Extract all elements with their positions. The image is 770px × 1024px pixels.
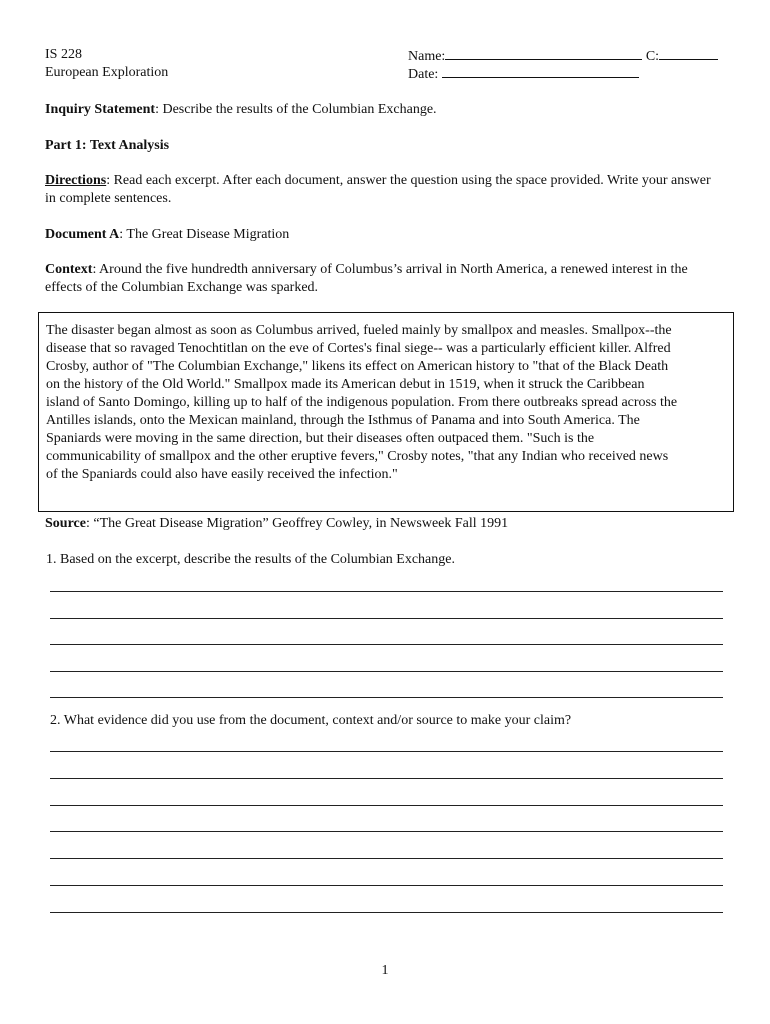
- source: [45, 515, 735, 533]
- unit-title: European Exploration: [45, 65, 169, 80]
- excerpt-line: Spaniards were moving in the same direction, but their diseases often outpaced them. "Such is the: [46, 431, 595, 446]
- name-row: [408, 46, 718, 64]
- answer-line[interactable]: [50, 912, 723, 913]
- class-label: C:: [645, 49, 660, 64]
- excerpt-line: The disaster began almost as soon as Columbus arrived, fueled mainly by smallpox and measles. Smallpox--the: [46, 323, 672, 338]
- question-1: 1. Based on the excerpt, describe the results of the Columbian Exchange.: [46, 552, 455, 567]
- excerpt-line: on the history of the Old World." Smallpox made its American debut in 1519, when it struck the Caribbean: [46, 377, 645, 392]
- excerpt-line: Crosby, author of "The Columbian Exchange," likens its effect on American history to "that of the Black Death: [46, 359, 669, 374]
- document-label: Document A: [45, 227, 120, 242]
- answer-line[interactable]: [50, 644, 723, 645]
- date-blank[interactable]: [442, 64, 639, 78]
- answer-line[interactable]: [50, 778, 723, 779]
- directions-label: Directions: [45, 173, 107, 188]
- excerpt-line: communicability of smallpox and the other eruptive fevers," Crosby notes, "that any Indian who received news: [46, 449, 669, 464]
- answer-line[interactable]: [50, 831, 723, 832]
- class-blank[interactable]: [659, 46, 718, 60]
- answer-line[interactable]: [50, 697, 723, 698]
- context-text: : Around the five hundredth anniversary of Columbus’s arrival in North America, a renewed interest in the effects of the Columbian Exchange was sparked.: [45, 262, 688, 295]
- directions: [45, 172, 725, 208]
- inquiry-label: Inquiry Statement: [45, 102, 156, 117]
- question-2: 2. What evidence did you use from the document, context and/or source to make your claim?: [50, 713, 572, 728]
- part-title: Part 1: Text Analysis: [45, 138, 170, 153]
- answer-line[interactable]: [50, 751, 723, 752]
- name-blank[interactable]: [445, 46, 642, 60]
- name-label: Name:: [408, 49, 446, 64]
- source-text: : “The Great Disease Migration” Geoffrey Cowley, in Newsweek Fall 1991: [85, 516, 509, 531]
- document-title: [45, 226, 735, 244]
- date-row: [408, 64, 718, 82]
- answer-line[interactable]: [50, 591, 723, 592]
- answer-line[interactable]: [50, 858, 723, 859]
- inquiry-text: : Describe the results of the Columbian Exchange.: [155, 102, 437, 117]
- context: [45, 261, 725, 297]
- answer-line[interactable]: [50, 618, 723, 619]
- inquiry-statement: [45, 101, 735, 119]
- page-number: 1: [381, 963, 389, 978]
- header-right: [408, 46, 718, 82]
- course-code: IS 228: [45, 47, 82, 62]
- directions-text: : Read each excerpt. After each document, answer the question using the space provided. Write your answer in complete sentences.: [45, 173, 711, 206]
- context-label: Context: [45, 262, 93, 277]
- answer-line[interactable]: [50, 885, 723, 886]
- date-label: Date:: [408, 67, 442, 82]
- excerpt-box: [38, 312, 734, 512]
- document-name: : The Great Disease Migration: [119, 227, 290, 242]
- answer-line[interactable]: [50, 805, 723, 806]
- header-left: [45, 46, 168, 82]
- excerpt-line: disease that so ravaged Tenochtitlan on the eve of Cortes's final siege-- was a particularly efficient killer. Alfred: [46, 341, 671, 356]
- source-label: Source: [45, 516, 86, 531]
- excerpt-line: of the Spaniards could also have easily received the infection.": [46, 467, 398, 482]
- excerpt-line: island of Santo Domingo, killing up to half of the indigenous population. From there outbreaks spread across the: [46, 395, 678, 410]
- answer-line[interactable]: [50, 671, 723, 672]
- excerpt-line: Antilles islands, onto the Mexican mainland, through the Isthmus of Panama and into South America. The: [46, 413, 640, 428]
